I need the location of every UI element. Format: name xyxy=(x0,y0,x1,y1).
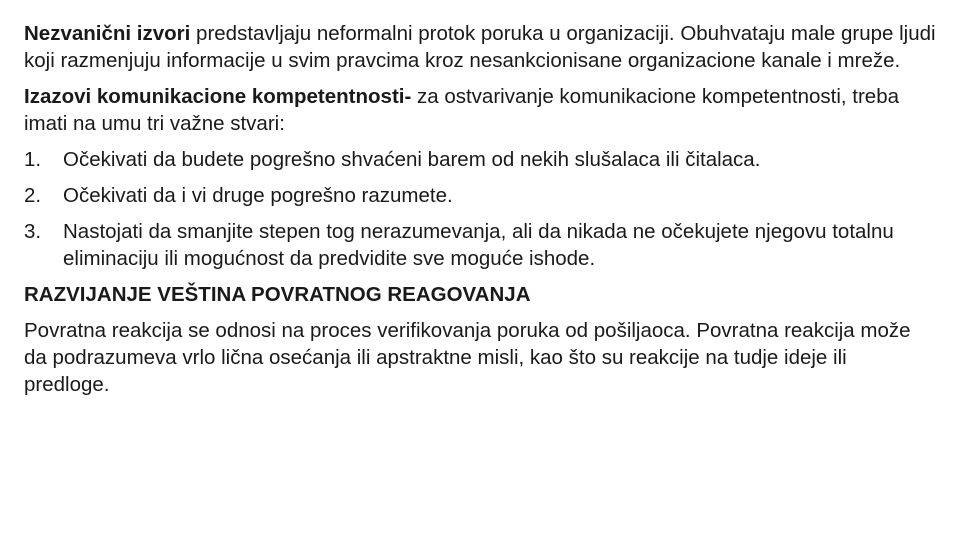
list-item-text: Očekivati da i vi druge pogrešno razumete. xyxy=(63,184,453,207)
list-item-number: 1. xyxy=(24,148,42,171)
section-heading: RAZVIJANJE VEŠTINA POVRATNOG REAGOVANJA xyxy=(24,283,531,306)
feedback-paragraph: Povratna reakcija se odnosi na proces verifikovanja poruka od pošiljaoca. Povratna reakcija može da podrazumeva vrlo lična osećanja ili apstraktne misli, kao što su reakcije na tudje ideje ili predloge. xyxy=(24,319,911,396)
challenges-text: za ostvarivanje komunikacione kompetentnosti, treba imati na umu tri važne stvari: xyxy=(24,85,900,135)
intro-bold-term: Nezvanični izvori xyxy=(24,22,191,45)
list-item-text: Očekivati da budete pogrešno shvaćeni barem od nekih slušalaca ili čitalaca. xyxy=(63,148,761,171)
intro-paragraph xyxy=(24,20,936,74)
list-item-number: 3. xyxy=(24,220,42,243)
list-item-number: 2. xyxy=(24,184,42,207)
intro-text: predstavljaju neformalni protok poruka u organizaciji. Obuhvataju male grupe ljudi koji razmenjuju informacije u svim pravcima kroz nesankcionisane organizacione kanale i mreže. xyxy=(24,22,936,72)
list-item xyxy=(24,146,936,173)
challenges-bold-term: Izazovi komunikacione kompetentnosti- xyxy=(24,85,412,108)
list-item xyxy=(24,218,936,272)
challenges-paragraph xyxy=(24,83,936,137)
list-item xyxy=(24,182,936,209)
list-item-text: Nastojati da smanjite stepen tog nerazumevanja, ali da nikada ne očekujete njegovu totalnu eliminaciju ili mogućnost da predvidite sve moguće ishode. xyxy=(63,220,894,270)
numbered-list xyxy=(24,146,936,272)
slide-body xyxy=(24,20,936,407)
